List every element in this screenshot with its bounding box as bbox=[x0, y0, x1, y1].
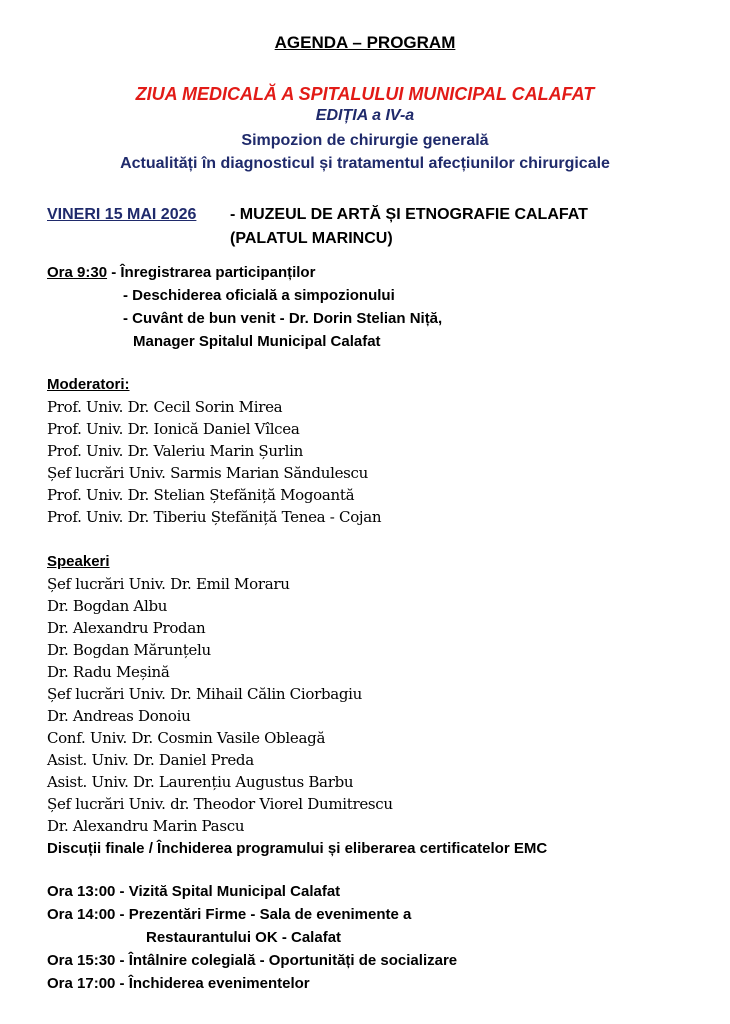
opening-row-1 bbox=[47, 264, 315, 281]
list-item: Prof. Univ. Dr. Valeriu Marin Șurlin bbox=[47, 442, 303, 460]
list-item: Dr. Alexandru Prodan bbox=[47, 619, 206, 637]
list-item: Dr. Bogdan Albu bbox=[47, 597, 168, 615]
list-item: Conf. Univ. Dr. Cosmin Vasile Obleagă bbox=[47, 729, 326, 747]
symposium-topic: Actualități în diagnosticul și tratamentul afecțiunilor chirurgicale bbox=[120, 155, 610, 172]
afternoon-activity-continued: Restaurantului OK - Calafat bbox=[146, 929, 342, 946]
list-item: Asist. Univ. Dr. Laurențiu Augustus Barbu bbox=[47, 773, 354, 791]
afternoon-time: Ora 14:00 bbox=[47, 906, 116, 923]
list-item: Prof. Univ. Dr. Ionică Daniel Vîlcea bbox=[47, 420, 300, 438]
opening-time: Ora 9:30 bbox=[47, 264, 108, 281]
afternoon-row bbox=[47, 975, 310, 992]
edition-label: EDIȚIA a IV-a bbox=[315, 107, 415, 124]
afternoon-time: Ora 13:00 bbox=[47, 883, 116, 900]
afternoon-time: Ora 15:30 bbox=[47, 952, 116, 969]
symposium-title: Simpozion de chirurgie generală bbox=[241, 132, 489, 149]
list-item: Dr. Andreas Donoiu bbox=[47, 707, 191, 725]
list-item: Șef lucrări Univ. Dr. Emil Moraru bbox=[47, 575, 290, 593]
event-date: VINERI 15 MAI 2026 bbox=[47, 206, 197, 223]
list-item: Dr. Radu Meșină bbox=[47, 663, 170, 681]
afternoon-activity: - Vizită Spital Municipal Calafat bbox=[115, 883, 341, 900]
venue-line-2: (PALATUL MARINCU) bbox=[230, 230, 393, 247]
opening-item-manager: Manager Spitalul Municipal Calafat bbox=[133, 333, 381, 350]
list-item: Prof. Univ. Dr. Cecil Sorin Mirea bbox=[47, 398, 283, 416]
list-item: Șef lucrări Univ. dr. Theodor Viorel Dumitrescu bbox=[47, 795, 393, 813]
afternoon-row bbox=[47, 952, 457, 969]
event-name: ZIUA MEDICALĂ A SPITALULUI MUNICIPAL CALAFAT bbox=[135, 84, 595, 104]
list-item: Șef lucrări Univ. Dr. Mihail Călin Ciorbagiu bbox=[47, 685, 363, 703]
page-title: AGENDA – PROGRAM bbox=[274, 33, 456, 52]
list-item: Asist. Univ. Dr. Daniel Preda bbox=[47, 751, 254, 769]
afternoon-row bbox=[47, 883, 340, 900]
speakers-heading: Speakeri bbox=[47, 553, 110, 570]
afternoon-row bbox=[47, 906, 411, 923]
afternoon-activity: - Întâlnire colegială - Oportunități de socializare bbox=[115, 952, 458, 969]
list-item: Prof. Univ. Dr. Tiberiu Ștefăniță Tenea - Cojan bbox=[47, 508, 382, 526]
opening-item-official-opening: - Deschiderea oficială a simpozionului bbox=[123, 287, 395, 304]
venue-line-1: - MUZEUL DE ARTĂ ȘI ETNOGRAFIE CALAFAT bbox=[230, 206, 588, 223]
list-item: Dr. Bogdan Mărunțelu bbox=[47, 641, 211, 659]
afternoon-time: Ora 17:00 bbox=[47, 975, 116, 992]
opening-item-registration: - Înregistrarea participanților bbox=[107, 264, 316, 281]
list-item: Prof. Univ. Dr. Stelian Ștefăniță Mogoantă bbox=[47, 486, 355, 504]
list-item: Șef lucrări Univ. Sarmis Marian Săndulescu bbox=[47, 464, 369, 482]
closing-discussions: Discuții finale / Închiderea programului și eliberarea certificatelor EMC bbox=[47, 840, 548, 857]
list-item: Dr. Alexandru Marin Pascu bbox=[47, 817, 245, 835]
afternoon-activity: - Prezentări Firme - Sala de evenimente a bbox=[115, 906, 412, 923]
moderators-heading: Moderatori: bbox=[47, 376, 130, 393]
opening-item-welcome: - Cuvânt de bun venit - Dr. Dorin Stelian Niță, bbox=[123, 310, 443, 327]
afternoon-activity: - Închiderea evenimentelor bbox=[115, 975, 310, 992]
